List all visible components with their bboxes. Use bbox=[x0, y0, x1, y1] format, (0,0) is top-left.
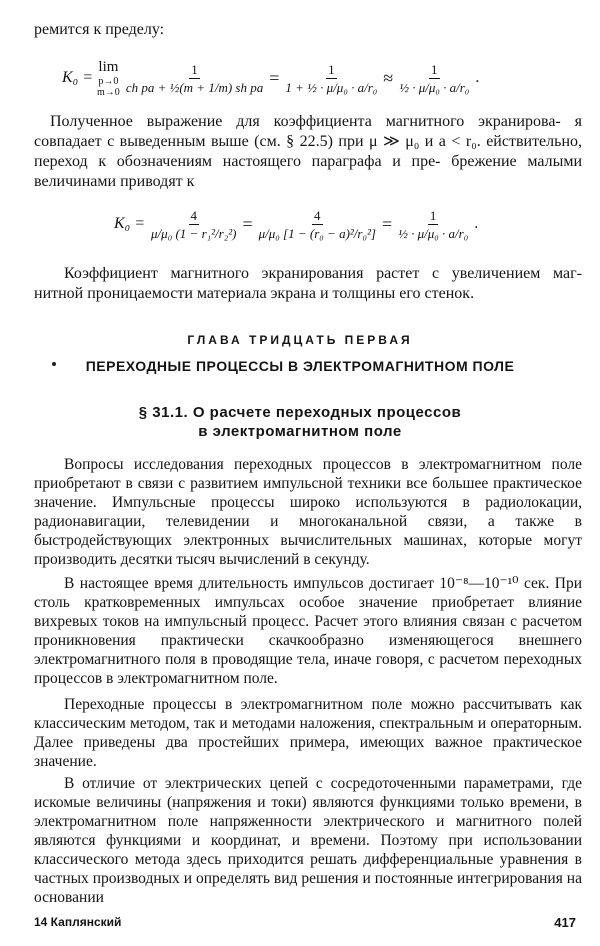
formula-2-k0: K₀ = bbox=[114, 215, 146, 232]
formula-1-lim-sub-m: m→0 bbox=[97, 86, 120, 98]
formula-2-fraction-2 bbox=[257, 208, 378, 241]
formula-2-fraction-3 bbox=[396, 208, 470, 241]
paragraph-3: Вопросы исследования переходных процессов в электромагнитном поле приобретают в связи с развитием импульсной техники все большее практическое значение. Импульсные процессы широко используются в радиолокации, радионавигации, телевидении и многоканальной связи, а также в быстродействующих электронных вычислительных машинах, которые могут производить десятки тысяч вычислений в секунду. bbox=[34, 456, 582, 568]
formula-1-k0: K₀ = bbox=[62, 69, 94, 86]
intro-line: ремится к пределу: bbox=[34, 21, 165, 38]
formula-1-fraction-2-denominator: 1 + ½ · μ/μ₀ · a/r₀ bbox=[285, 79, 378, 95]
footer-signature: 14 Каплянский bbox=[34, 915, 122, 929]
paragraph-1: Полученное выражение для коэффициента магнитного экранирова- я совпадает с выведенным выше (см. § 22.5) при μ ≫ μ₀ и a < r₀. ействительно, переход к обозначениям настоящего параграфа и пре- брежение малыми величинами приводят к bbox=[34, 113, 582, 190]
formula-2-fraction-2-denominator: μ/μ₀ [1 − (r₀ − a)²/r₀²] bbox=[258, 225, 376, 241]
formula-1-fraction-1-numerator: 1 bbox=[191, 61, 198, 77]
formula-1-fraction-3-denominator: ½ · μ/μ₀ · a/r₀ bbox=[399, 79, 470, 95]
formula-1-fraction-2 bbox=[283, 62, 379, 95]
formula-1-limit bbox=[97, 59, 120, 98]
formula-1-fraction-1-denominator: ch pa + ½(m + 1/m) sh pa bbox=[125, 79, 264, 95]
chapter-label: ГЛАВА ТРИДЦАТЬ ПЕРВАЯ bbox=[187, 333, 413, 347]
formula-2-period: . bbox=[474, 215, 479, 232]
formula-1-period: . bbox=[475, 69, 480, 86]
formula-2-equals-1: = bbox=[242, 213, 253, 234]
formula-2 bbox=[114, 194, 478, 254]
formula-1-fraction-3-numerator: 1 bbox=[431, 61, 438, 77]
formula-1-fraction-3 bbox=[397, 62, 471, 95]
formula-2-fraction-3-denominator: ½ · μ/μ₀ · a/r₀ bbox=[398, 225, 469, 241]
formula-1-equals: = bbox=[269, 67, 280, 88]
formula-1-fraction-1 bbox=[124, 62, 265, 95]
formula-2-fraction-1-numerator: 4 bbox=[190, 207, 197, 223]
formula-2-fraction-1 bbox=[149, 208, 238, 241]
paragraph-4: В настоящее время длительность импульсов достигает 10⁻⁸—10⁻¹⁰ сек. При столь кратковременных импульсах особое значение приобретает влияние вихревых токов на импульсный процесс. Расчет этого влияния связан с расчетом проникновения практически скачкообразно изменяющегося внешнего электромагнитного поля в проводящие тела, иначе говоря, с расчетом переходных процессов в электромагнитном поле. bbox=[34, 575, 582, 687]
section-title-line-1: § 31.1. О расчете переходных процессов bbox=[138, 404, 462, 421]
formula-2-fraction-1-denominator: μ/μ₀ (1 − r₁²/r₂²) bbox=[151, 225, 237, 241]
section-title-line-2: в электромагнитном поле bbox=[198, 423, 402, 440]
paragraph-2: Коэффициент магнитного экранирования растет с увеличением маг- нитной проницаемости материала экрана и толщины его стенок. bbox=[34, 265, 582, 302]
formula-1-lim: lim bbox=[98, 58, 119, 75]
formula-1-fraction-2-numerator: 1 bbox=[328, 61, 335, 77]
chapter-title: ПЕРЕХОДНЫЕ ПРОЦЕССЫ В ЭЛЕКТРОМАГНИТНОМ ПОЛЕ bbox=[85, 358, 515, 374]
page-number: 417 bbox=[554, 915, 576, 930]
formula-2-equals-2: = bbox=[381, 213, 393, 234]
formula-1 bbox=[62, 48, 479, 108]
formula-2-fraction-3-numerator: 1 bbox=[429, 207, 437, 223]
formula-1-approx: ≈ bbox=[383, 67, 394, 88]
paragraph-5: Переходные процессы в электромагнитном поле можно рассчитывать как классическим методом, так и методами наложения, спектральным и операторным. Далее приведены два простейших примера, имеющих важное практическое значение. bbox=[34, 696, 582, 770]
paragraph-6: В отличие от электрических цепей с сосредоточенными параметрами, где искомые величины (напряжения и токи) являются функциями только времени, в электромагнитном поле напряженности электрического и магнитного полей являются функциями и координат, и времени. Поэтому при использовании классического метода здесь приходится решать дифференциальные уравнения в частных производных и определять вид решения и постоянные интегрирования на основании bbox=[34, 775, 582, 906]
formula-1-lim-sub-p: p→0 bbox=[98, 75, 119, 87]
formula-2-fraction-2-numerator: 4 bbox=[314, 207, 321, 223]
